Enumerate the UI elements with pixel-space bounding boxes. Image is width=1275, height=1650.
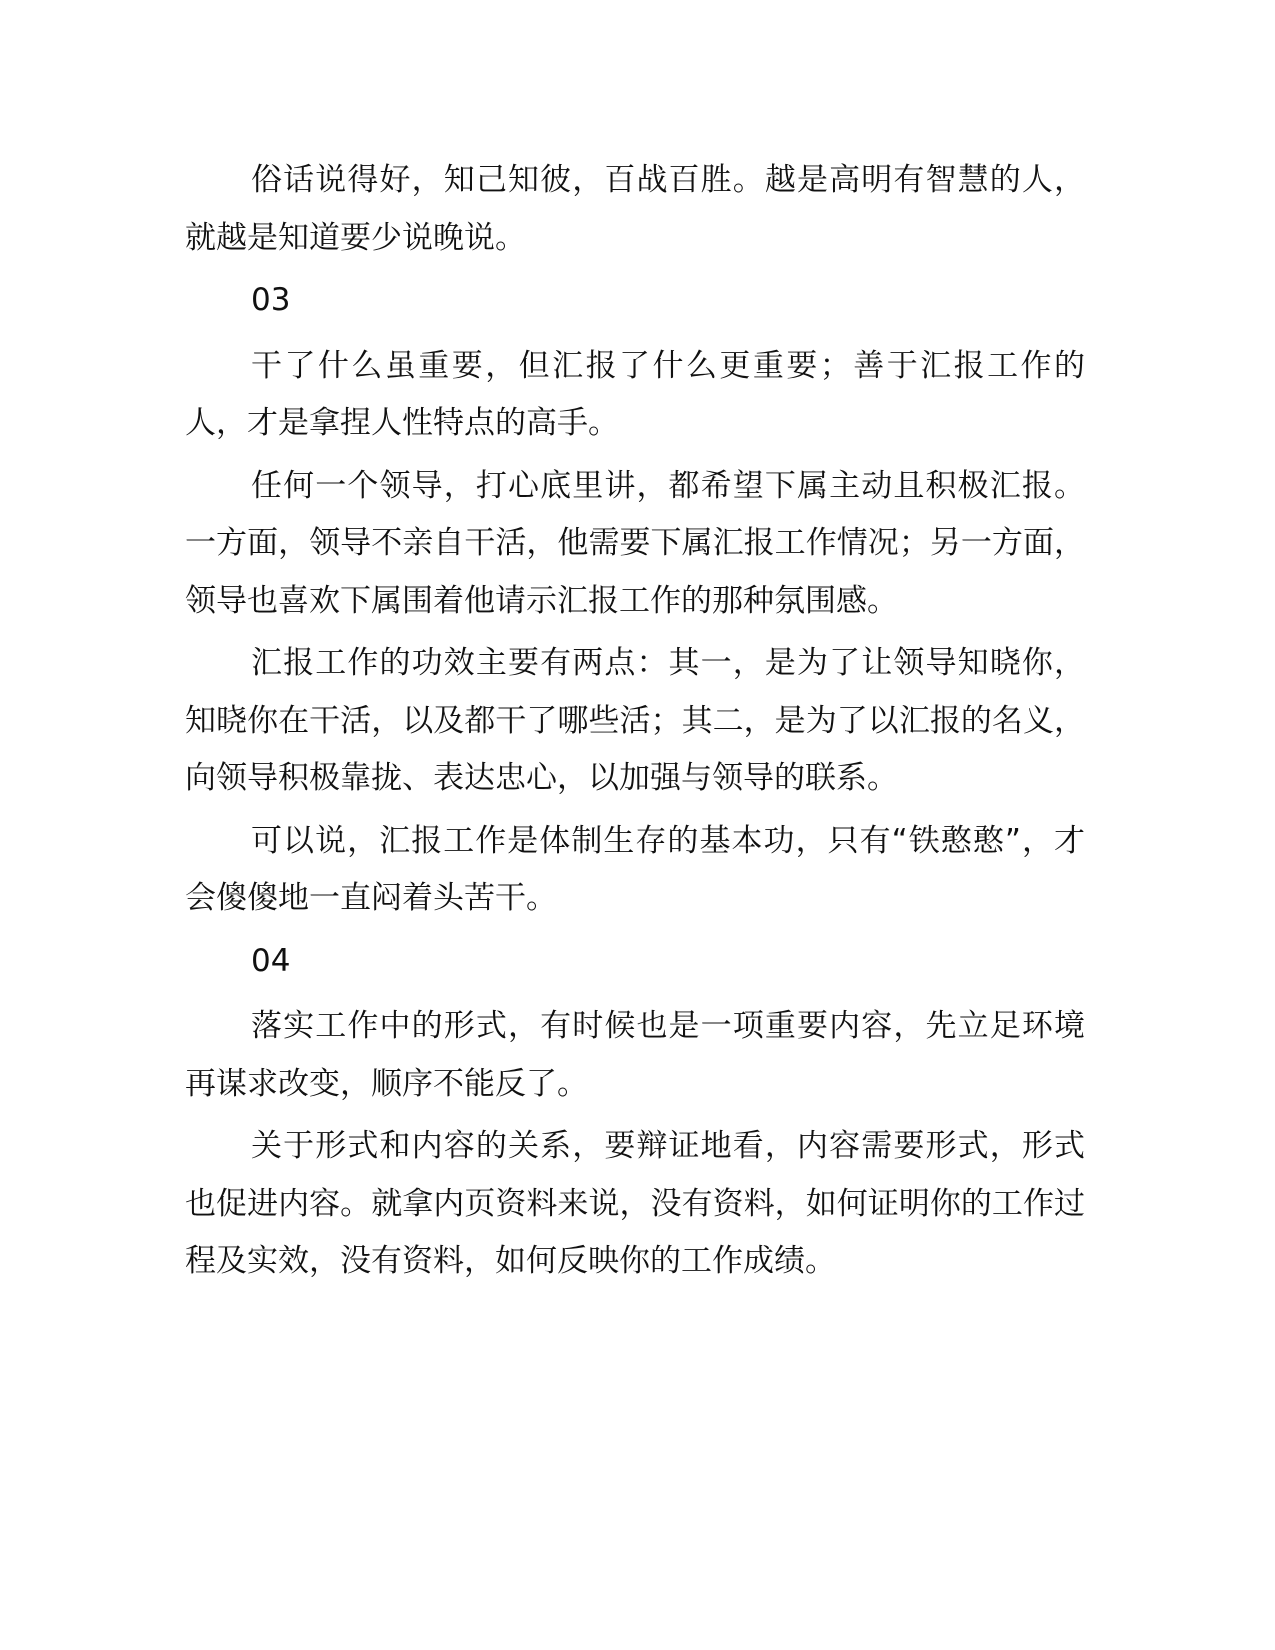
section-number-03: 03 bbox=[251, 282, 291, 318]
paragraph-basic-skill: 可以说，汇报工作是体制生存的基本功，只有“铁憨憨”，才会傻傻地一直闷着头苦干。 bbox=[185, 822, 1085, 916]
paragraph-leader-expectation: 任何一个领导，打心底里讲，都希望下属主动且积极汇报。一方面，领导不亲自干活，他需要下属汇报工作情况；另一方面，领导也喜欢下属围着他请示汇报工作的那种氛围感。 bbox=[185, 467, 1085, 619]
paragraph-form-and-content: 关于形式和内容的关系，要辩证地看，内容需要形式，形式也促进内容。就拿内页资料来说，没有资料，如何证明你的工作过程及实效，没有资料，如何反映你的工作成绩。 bbox=[185, 1128, 1085, 1279]
section-number-04: 04 bbox=[251, 942, 291, 979]
paragraph-reporting-effects: 汇报工作的功效主要有两点：其一，是为了让领导知晓你，知晓你在干活，以及都干了哪些活；其二，是为了以汇报的名义，向领导积极靠拢、表达忠心，以加强与领导的联系。 bbox=[185, 645, 1085, 796]
paragraph-form-in-work: 落实工作中的形式，有时候也是一项重要内容，先立足环境再谋求改变，顺序不能反了。 bbox=[185, 1008, 1085, 1102]
document-body bbox=[185, 152, 1085, 1296]
paragraph-reporting-importance: 干了什么虽重要，但汇报了什么更重要；善于汇报工作的人，才是拿捏人性特点的高手。 bbox=[185, 347, 1085, 441]
paragraph-proverb: 俗话说得好，知己知彼，百战百胜。越是高明有智慧的人，就越是知道要少说晚说。 bbox=[185, 162, 1085, 256]
